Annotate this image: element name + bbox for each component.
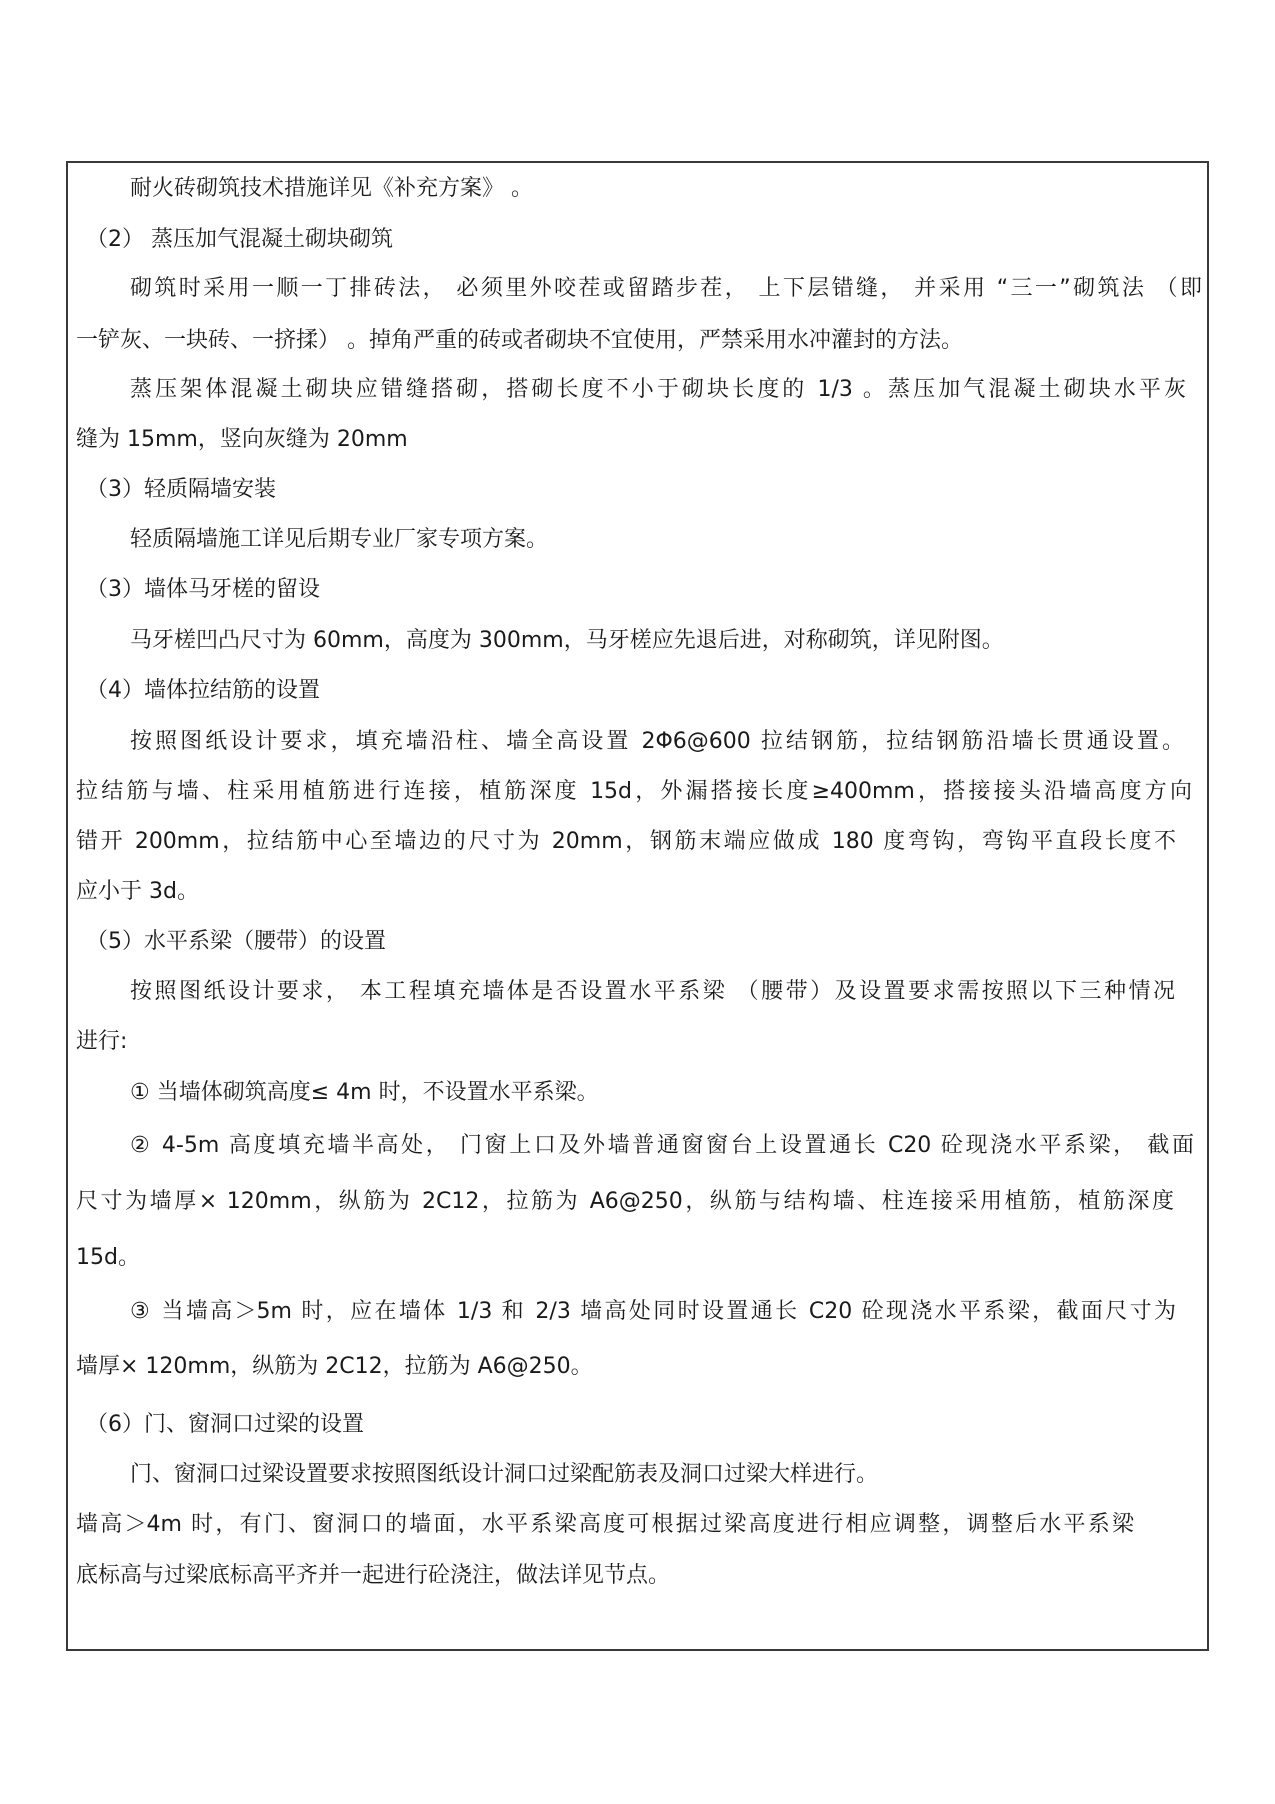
section-heading: （3）轻质隔墙安装 xyxy=(86,477,276,502)
text-line: 底标高与过梁底标高平齐并一起进行砼浇注，做法详见节点。 xyxy=(76,1563,671,1588)
section-heading: （5）水平系梁（腰带）的设置 xyxy=(86,929,386,954)
text-line: 拉结筋与墙、柱采用植筋进行连接，植筋深度 15d，外漏搭接长度≥400mm，搭接接头沿墙高度方向 xyxy=(76,779,1192,804)
list-item: ① 当墙体砌筑高度≤ 4m 时，不设置水平系梁。 xyxy=(130,1080,599,1105)
list-item: ③ 当墙高＞5m 时，应在墙体 1/3 和 2/3 墙高处同时设置通长 C20 砼现浇水平系梁，截面尺寸为 xyxy=(130,1299,1176,1324)
text-line: 门、窗洞口过梁设置要求按照图纸设计洞口过梁配筋表及洞口过梁大样进行。 xyxy=(130,1462,879,1487)
text-line: 按照图纸设计要求，填充墙沿柱、墙全高设置 2Φ6@600 拉结钢筋，拉结钢筋沿墙长贯通设置。 xyxy=(130,729,1184,754)
section-heading: （6）门、窗洞口过梁的设置 xyxy=(86,1412,364,1437)
text-line: 按照图纸设计要求， 本工程填充墙体是否设置水平系梁 （腰带）及设置要求需按照以下三种情况 xyxy=(130,979,1175,1004)
section-heading: （2） 蒸压加气混凝土砌块砌筑 xyxy=(86,227,393,252)
text-line: 砌筑时采用一顺一丁排砖法， 必须里外咬茬或留踏步茬， 上下层错缝， 并采用 “三一”砌筑法 （即 xyxy=(130,276,1202,301)
text-line: 缝为 15mm，竖向灰缝为 20mm xyxy=(76,427,408,452)
text-line: 应小于 3d。 xyxy=(76,879,199,904)
text-line: 耐火砖砌筑技术措施详见《补充方案》 。 xyxy=(130,176,533,201)
text-line: 15d。 xyxy=(76,1245,140,1270)
text-line: 蒸压架体混凝土砌块应错缝搭砌，搭砌长度不小于砌块长度的 1/3 。蒸压加气混凝土砌块水平灰 xyxy=(130,377,1186,402)
text-line: 一铲灰、一块砖、一挤揉） 。掉角严重的砖或者砌块不宜使用，严禁采用水冲灌封的方法。 xyxy=(76,328,963,353)
text-line: 轻质隔墙施工详见后期专业厂家专项方案。 xyxy=(130,527,549,552)
text-line: 尺寸为墙厚× 120mm，纵筋为 2C12，拉筋为 A6@250，纵筋与结构墙、柱连接采用植筋，植筋深度 xyxy=(76,1189,1174,1214)
text-line: 墙厚× 120mm，纵筋为 2C12，拉筋为 A6@250。 xyxy=(76,1354,593,1379)
text-line: 墙高＞4m 时，有门、窗洞口的墙面，水平系梁高度可根据过梁高度进行相应调整，调整后水平系梁 xyxy=(76,1512,1134,1537)
section-heading: （4）墙体拉结筋的设置 xyxy=(86,678,320,703)
section-heading: （3）墙体马牙槎的留设 xyxy=(86,577,320,602)
list-item: ② 4-5m 高度填充墙半高处， 门窗上口及外墙普通窗窗台上设置通长 C20 砼现浇水平系梁， 截面 xyxy=(130,1133,1194,1158)
text-line: 进行: xyxy=(76,1029,128,1054)
text-line: 错开 200mm，拉结筋中心至墙边的尺寸为 20mm，钢筋末端应做成 180 度弯钩，弯钩平直段长度不 xyxy=(76,829,1176,854)
text-line: 马牙槎凹凸尺寸为 60mm，高度为 300mm，马牙槎应先退后进，对称砌筑，详见附图。 xyxy=(130,628,1004,653)
